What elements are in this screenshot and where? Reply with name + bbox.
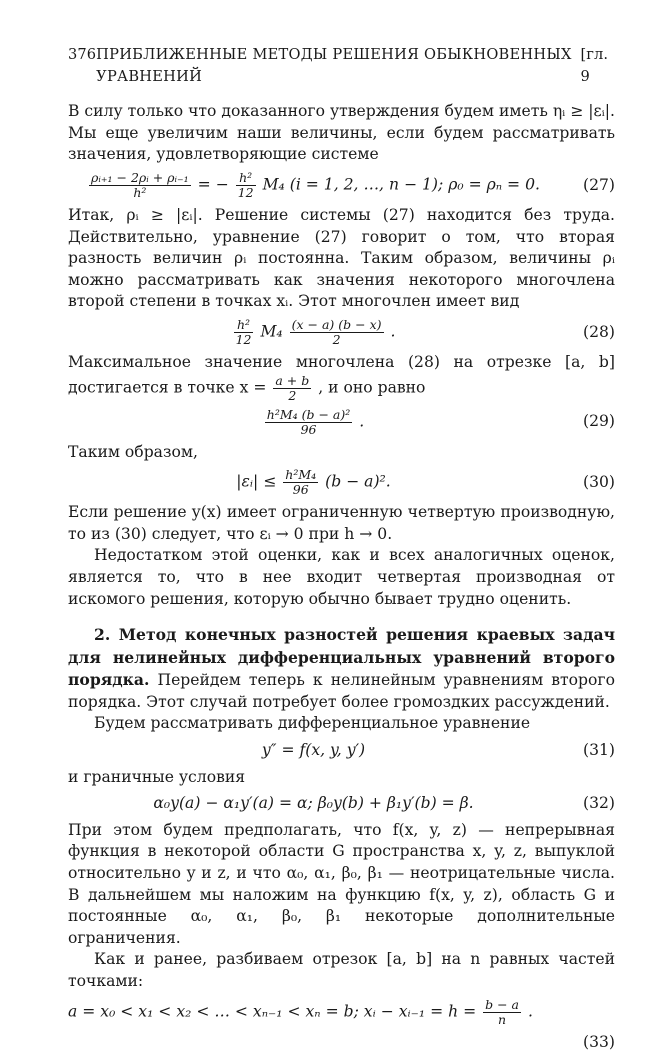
paragraph-3-text-a: Максимальное значение многочлена (28) на отрезке [a, b] достигается в точке x = xyxy=(68,352,615,397)
eq33-text: a = x₀ < x₁ < x₂ < … < xₙ₋₁ < xₙ = b; xᵢ − xᵢ₋₁ = h = xyxy=(68,1002,477,1021)
p3-midpoint-fraction xyxy=(273,374,311,403)
section-2-title: 2. Метод конечных разностей решения краевых задач для нелинейных дифференциальных уравнений второго порядка. xyxy=(68,625,615,690)
equation-33 xyxy=(68,998,615,1027)
eq27-lhs-denominator: h² xyxy=(133,184,147,200)
eq28-poly-fraction xyxy=(290,318,384,347)
equation-29-number: (29) xyxy=(582,412,615,431)
p3-midpoint-denominator: 2 xyxy=(288,387,297,403)
paragraph-10: Как и ранее, разбиваем отрезок [a, b] на n равных частей точками: xyxy=(68,950,615,990)
paragraph-8: и граничные условия xyxy=(68,767,246,786)
equation-31-number: (31) xyxy=(582,741,615,760)
equation-29 xyxy=(68,408,615,437)
running-header xyxy=(68,44,615,87)
eq33-numerator: b − a xyxy=(485,996,519,1012)
chapter-ref: [гл. 9 xyxy=(580,46,609,85)
eq30-denominator: 96 xyxy=(292,482,309,498)
paragraph-6: Недостатком этой оценки, как и всех аналогичных оценок, является то, что в нее входит четвертая производная от искомого решения, которую обычно бывает трудно оценить. xyxy=(68,546,615,608)
eq27-tail: M₄ (i = 1, 2, …, n − 1); ρ₀ = ρₙ = 0. xyxy=(262,175,540,194)
eq27-rhs-fraction xyxy=(236,171,256,200)
paragraph-1: В силу только что доказанного утверждения будем иметь ηᵢ ≥ |εᵢ|. Мы еще увеличим наши величины, если будем рассматривать значения, удовлетворяющие системе xyxy=(68,102,615,164)
eq30-lhs: |εᵢ| ≤ xyxy=(236,472,277,491)
eq27-equals: = − xyxy=(197,175,229,194)
eq27-lhs-numerator: ρᵢ₊₁ − 2ρᵢ + ρᵢ₋₁ xyxy=(91,169,189,185)
equation-30-number: (30) xyxy=(582,472,615,491)
equation-32 xyxy=(68,793,615,815)
page-number: 376 xyxy=(68,46,97,63)
equation-30 xyxy=(68,468,615,497)
paragraph-2: Итак, ρᵢ ≥ |εᵢ|. Решение системы (27) находится без труда. Действительно, уравнение (27) говорит о том, что вторая разность величин ρᵢ постоянна. Таким образом, величины ρᵢ можно рассматривать как значения некоторого многочлена второй степени в точках xᵢ. Этот многочлен имеет вид xyxy=(68,205,615,311)
eq28-tail: . xyxy=(390,322,396,341)
equation-28-body xyxy=(68,318,559,347)
equation-33-number: (33) xyxy=(582,1032,615,1051)
section-2 xyxy=(68,624,615,713)
eq27-rhs-numerator: h² xyxy=(236,171,256,186)
eq28-coef-fraction xyxy=(234,318,254,347)
eq30-tail: (b − a)². xyxy=(325,472,391,491)
paragraph-4: Таким образом, xyxy=(68,442,198,461)
p3-midpoint-numerator: a + b xyxy=(275,372,310,388)
eq30-numerator: h²M₄ xyxy=(285,467,317,483)
equation-29-body xyxy=(68,408,559,437)
equation-32-number: (32) xyxy=(582,794,615,813)
eq30-fraction xyxy=(283,468,318,497)
equation-30-body xyxy=(68,468,559,497)
equation-31 xyxy=(68,740,615,762)
paragraph-7: Будем рассматривать дифференциальное уравнение xyxy=(94,714,531,733)
paragraph-5: Если решение y(x) имеет ограниченную четвертую производную, то из (30) следует, что εᵢ → 0 при h → 0. xyxy=(68,503,615,543)
eq28-poly-denominator: 2 xyxy=(332,331,341,347)
equation-31-body: y″ = f(x, y, y′) xyxy=(261,741,366,760)
paragraph-9: При этом будем предполагать, что f(x, y, z) — непрерывная функция в некоторой области G пространства x, y, z, выпуклой относительно y и z, и что α₀, α₁, β₀, β₁ — неотрицательные числа. В дальнейшем мы наложим на функцию f(x, y, z), область G и постоянные α₀, α₁, β₀, β₁ некоторые дополнительные ограничения. xyxy=(68,820,615,947)
eq33-denominator: n xyxy=(498,1011,507,1027)
paragraph-3-text-b: , и оно равно xyxy=(318,378,426,397)
eq27-lhs-fraction xyxy=(89,171,191,200)
eq29-fraction xyxy=(265,408,352,437)
eq29-denominator: 96 xyxy=(300,421,317,437)
eq28-m4: M₄ xyxy=(260,322,283,341)
eq27-rhs-denominator: 12 xyxy=(237,184,254,200)
equation-28 xyxy=(68,318,615,347)
eq33-tail: . xyxy=(527,1002,533,1021)
equation-33-body xyxy=(68,998,615,1027)
eq29-numerator: h²M₄ (b − a)² xyxy=(266,406,351,422)
section-2-text: Перейдем теперь к нелинейным уравнениям второго порядка. Этот случай потребует более громоздких рассуждений. xyxy=(68,671,615,711)
equation-27-number: (27) xyxy=(582,175,615,194)
equation-27 xyxy=(68,171,615,200)
eq28-coef-denominator: 12 xyxy=(235,331,252,347)
equation-33-number-row xyxy=(68,1032,615,1053)
eq28-coef-numerator: h² xyxy=(234,318,254,333)
eq29-tail: . xyxy=(359,412,365,431)
running-title: ПРИБЛИЖЕННЫЕ МЕТОДЫ РЕШЕНИЯ ОБЫКНОВЕННЫХ УРАВНЕНИЙ xyxy=(96,46,572,85)
paragraph-3 xyxy=(68,352,615,403)
eq28-poly-numerator: (x − a) (b − x) xyxy=(291,316,382,332)
equation-32-body: α₀y(a) − α₁y′(a) = α; β₀y(b) + β₁y′(b) = β. xyxy=(153,794,474,813)
eq33-fraction xyxy=(483,998,521,1027)
equation-28-number: (28) xyxy=(582,322,615,341)
equation-27-body xyxy=(68,171,559,200)
